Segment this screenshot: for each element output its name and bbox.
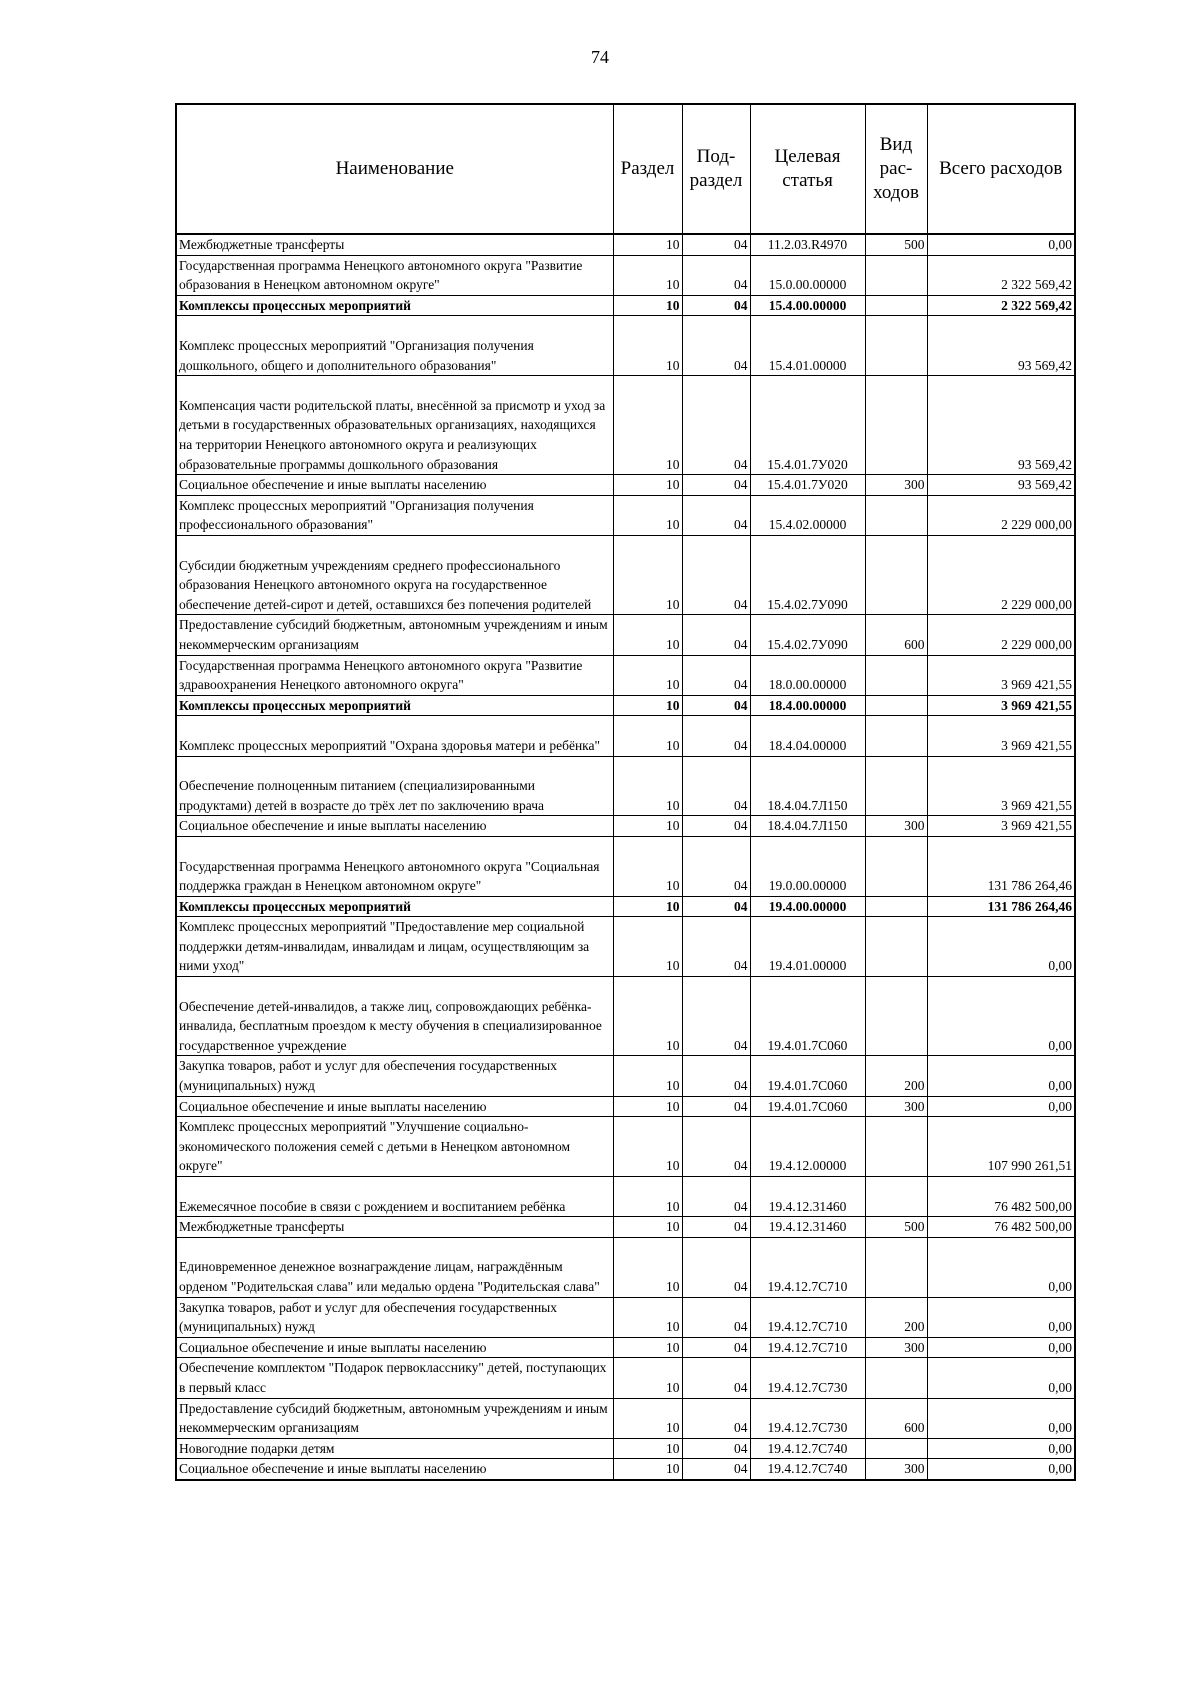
cell-total: 0,00 bbox=[927, 1438, 1075, 1459]
page-number: 74 bbox=[591, 47, 609, 67]
cell-name: Комплексы процессных мероприятий bbox=[176, 695, 613, 716]
cell-total: 3 969 421,55 bbox=[927, 655, 1075, 695]
cell-expense-type bbox=[865, 255, 927, 295]
cell-expense-type: 600 bbox=[865, 1398, 927, 1438]
cell-expense-type: 300 bbox=[865, 475, 927, 496]
table-row bbox=[176, 376, 1075, 475]
table-row bbox=[176, 475, 1075, 496]
cell-target-article: 15.4.01.7У020 bbox=[750, 475, 865, 496]
cell-expense-type bbox=[865, 495, 927, 535]
cell-target-article: 19.4.00.00000 bbox=[750, 896, 865, 917]
cell-total: 131 786 264,46 bbox=[927, 836, 1075, 896]
cell-subsection: 04 bbox=[682, 1056, 750, 1096]
table-row bbox=[176, 495, 1075, 535]
table-row bbox=[176, 716, 1075, 756]
cell-section: 10 bbox=[613, 1217, 682, 1238]
cell-total: 0,00 bbox=[927, 1398, 1075, 1438]
table-row bbox=[176, 695, 1075, 716]
table-row bbox=[176, 295, 1075, 316]
table-row bbox=[176, 1237, 1075, 1297]
table-row bbox=[176, 1056, 1075, 1096]
cell-total: 0,00 bbox=[927, 1237, 1075, 1297]
budget-table bbox=[175, 103, 1076, 1481]
cell-section: 10 bbox=[613, 1056, 682, 1096]
cell-total: 0,00 bbox=[927, 977, 1075, 1056]
cell-expense-type: 300 bbox=[865, 1337, 927, 1358]
cell-target-article: 19.4.01.7С060 bbox=[750, 1096, 865, 1117]
cell-total: 0,00 bbox=[927, 1056, 1075, 1096]
table-row bbox=[176, 535, 1075, 614]
cell-name: Закупка товаров, работ и услуг для обеспечения государственных (муниципальных) нужд bbox=[176, 1297, 613, 1337]
cell-section: 10 bbox=[613, 896, 682, 917]
cell-total: 93 569,42 bbox=[927, 475, 1075, 496]
cell-total: 0,00 bbox=[927, 234, 1075, 255]
cell-total: 93 569,42 bbox=[927, 316, 1075, 376]
table-row bbox=[176, 1358, 1075, 1398]
cell-section: 10 bbox=[613, 1237, 682, 1297]
table-row bbox=[176, 1438, 1075, 1459]
cell-section: 10 bbox=[613, 816, 682, 837]
cell-name: Комплекс процессных мероприятий "Предоставление мер социальной поддержки детям-инвалидам, инвалидам и лицам, осуществляющим за ними уход" bbox=[176, 917, 613, 977]
header-subsection: Под- раздел bbox=[682, 104, 750, 234]
cell-expense-type: 200 bbox=[865, 1056, 927, 1096]
cell-total: 2 229 000,00 bbox=[927, 535, 1075, 614]
cell-section: 10 bbox=[613, 1117, 682, 1177]
cell-target-article: 15.4.01.00000 bbox=[750, 316, 865, 376]
table-row bbox=[176, 255, 1075, 295]
cell-name: Комплекс процессных мероприятий "Улучшение социально-экономического положения семей с детьми в Ненецком автономном округе" bbox=[176, 1117, 613, 1177]
cell-expense-type bbox=[865, 295, 927, 316]
cell-subsection: 04 bbox=[682, 756, 750, 816]
cell-total: 3 969 421,55 bbox=[927, 695, 1075, 716]
cell-total: 107 990 261,51 bbox=[927, 1117, 1075, 1177]
cell-name: Предоставление субсидий бюджетным, автономным учреждениям и иным некоммерческим организациям bbox=[176, 615, 613, 655]
cell-subsection: 04 bbox=[682, 316, 750, 376]
table-row bbox=[176, 756, 1075, 816]
cell-subsection: 04 bbox=[682, 1398, 750, 1438]
table-header-row bbox=[176, 104, 1075, 234]
cell-section: 10 bbox=[613, 295, 682, 316]
cell-name: Социальное обеспечение и иные выплаты населению bbox=[176, 1096, 613, 1117]
cell-expense-type bbox=[865, 1117, 927, 1177]
cell-name: Государственная программа Ненецкого автономного округа "Социальная поддержка граждан в Ненецком автономном округе" bbox=[176, 836, 613, 896]
cell-section: 10 bbox=[613, 716, 682, 756]
cell-subsection: 04 bbox=[682, 655, 750, 695]
cell-section: 10 bbox=[613, 1177, 682, 1217]
cell-name: Комплексы процессных мероприятий bbox=[176, 295, 613, 316]
table-body bbox=[176, 234, 1075, 1480]
cell-expense-type bbox=[865, 756, 927, 816]
cell-name: Комплекс процессных мероприятий "Организация получения профессионального образования" bbox=[176, 495, 613, 535]
cell-subsection: 04 bbox=[682, 615, 750, 655]
table-row bbox=[176, 615, 1075, 655]
cell-total: 0,00 bbox=[927, 1358, 1075, 1398]
cell-subsection: 04 bbox=[682, 495, 750, 535]
cell-total: 76 482 500,00 bbox=[927, 1217, 1075, 1238]
cell-name: Межбюджетные трансферты bbox=[176, 1217, 613, 1238]
table-row bbox=[176, 816, 1075, 837]
cell-expense-type bbox=[865, 1358, 927, 1398]
cell-name: Обеспечение комплектом "Подарок первокласснику" детей, поступающих в первый класс bbox=[176, 1358, 613, 1398]
cell-target-article: 19.4.12.7С710 bbox=[750, 1297, 865, 1337]
cell-target-article: 18.4.04.7Л150 bbox=[750, 816, 865, 837]
cell-section: 10 bbox=[613, 376, 682, 475]
cell-section: 10 bbox=[613, 655, 682, 695]
cell-target-article: 15.4.02.7У090 bbox=[750, 615, 865, 655]
cell-expense-type bbox=[865, 1438, 927, 1459]
header-expense-type: Вид рас- ходов bbox=[865, 104, 927, 234]
cell-subsection: 04 bbox=[682, 1237, 750, 1297]
cell-name: Компенсация части родительской платы, внесённой за присмотр и уход за детьми в государственных образовательных организациях, находящихся на территории Ненецкого автономного округа и реализующих образовательные программы дошкольного образования bbox=[176, 376, 613, 475]
cell-name: Социальное обеспечение и иные выплаты населению bbox=[176, 1337, 613, 1358]
cell-target-article: 15.4.02.00000 bbox=[750, 495, 865, 535]
cell-name: Социальное обеспечение и иные выплаты населению bbox=[176, 816, 613, 837]
cell-total: 0,00 bbox=[927, 917, 1075, 977]
table-row bbox=[176, 1177, 1075, 1217]
cell-total: 3 969 421,55 bbox=[927, 816, 1075, 837]
cell-name: Социальное обеспечение и иные выплаты населению bbox=[176, 475, 613, 496]
cell-total: 3 969 421,55 bbox=[927, 716, 1075, 756]
cell-expense-type: 500 bbox=[865, 234, 927, 255]
cell-subsection: 04 bbox=[682, 1438, 750, 1459]
cell-section: 10 bbox=[613, 977, 682, 1056]
cell-section: 10 bbox=[613, 615, 682, 655]
header-target-article: Целевая статья bbox=[750, 104, 865, 234]
cell-total: 93 569,42 bbox=[927, 376, 1075, 475]
header-section: Раздел bbox=[613, 104, 682, 234]
cell-section: 10 bbox=[613, 255, 682, 295]
cell-name: Комплекс процессных мероприятий "Организация получения дошкольного, общего и дополнительного образования" bbox=[176, 316, 613, 376]
cell-subsection: 04 bbox=[682, 535, 750, 614]
table-row bbox=[176, 1459, 1075, 1480]
cell-target-article: 15.4.01.7У020 bbox=[750, 376, 865, 475]
cell-section: 10 bbox=[613, 695, 682, 716]
cell-name: Ежемесячное пособие в связи с рождением и воспитанием ребёнка bbox=[176, 1177, 613, 1217]
header-total: Всего расходов bbox=[927, 104, 1075, 234]
cell-section: 10 bbox=[613, 836, 682, 896]
cell-section: 10 bbox=[613, 475, 682, 496]
cell-subsection: 04 bbox=[682, 1358, 750, 1398]
cell-expense-type bbox=[865, 716, 927, 756]
cell-subsection: 04 bbox=[682, 816, 750, 837]
cell-target-article: 19.4.12.7С740 bbox=[750, 1459, 865, 1480]
cell-total: 131 786 264,46 bbox=[927, 896, 1075, 917]
cell-total: 2 322 569,42 bbox=[927, 295, 1075, 316]
cell-section: 10 bbox=[613, 1297, 682, 1337]
cell-section: 10 bbox=[613, 495, 682, 535]
header-name: Наименование bbox=[176, 104, 613, 234]
cell-expense-type bbox=[865, 977, 927, 1056]
cell-subsection: 04 bbox=[682, 475, 750, 496]
cell-subsection: 04 bbox=[682, 836, 750, 896]
cell-target-article: 19.4.01.7С060 bbox=[750, 977, 865, 1056]
cell-name: Комплексы процессных мероприятий bbox=[176, 896, 613, 917]
cell-subsection: 04 bbox=[682, 716, 750, 756]
table-row bbox=[176, 1398, 1075, 1438]
table-row bbox=[176, 234, 1075, 255]
cell-subsection: 04 bbox=[682, 1217, 750, 1238]
cell-subsection: 04 bbox=[682, 1177, 750, 1217]
cell-expense-type bbox=[865, 535, 927, 614]
table-row bbox=[176, 316, 1075, 376]
cell-subsection: 04 bbox=[682, 295, 750, 316]
table-row bbox=[176, 896, 1075, 917]
cell-subsection: 04 bbox=[682, 234, 750, 255]
cell-name: Единовременное денежное вознаграждение лицам, награждённым орденом "Родительская слава" или медалью ордена "Родительская слава" bbox=[176, 1237, 613, 1297]
cell-expense-type bbox=[865, 896, 927, 917]
cell-target-article: 19.4.01.7С060 bbox=[750, 1056, 865, 1096]
cell-name: Обеспечение детей-инвалидов, а также лиц, сопровождающих ребёнка-инвалида, бесплатным проездом к месту обучения в специализированное государственное учреждение bbox=[176, 977, 613, 1056]
cell-total: 2 229 000,00 bbox=[927, 495, 1075, 535]
cell-expense-type: 300 bbox=[865, 816, 927, 837]
cell-section: 10 bbox=[613, 316, 682, 376]
table-row bbox=[176, 1297, 1075, 1337]
cell-target-article: 15.4.02.7У090 bbox=[750, 535, 865, 614]
cell-name: Социальное обеспечение и иные выплаты населению bbox=[176, 1459, 613, 1480]
cell-expense-type bbox=[865, 836, 927, 896]
cell-subsection: 04 bbox=[682, 1117, 750, 1177]
cell-target-article: 19.4.12.7С710 bbox=[750, 1237, 865, 1297]
cell-subsection: 04 bbox=[682, 896, 750, 917]
cell-section: 10 bbox=[613, 1438, 682, 1459]
table-row bbox=[176, 917, 1075, 977]
cell-subsection: 04 bbox=[682, 917, 750, 977]
table-row bbox=[176, 1117, 1075, 1177]
cell-section: 10 bbox=[613, 234, 682, 255]
cell-target-article: 19.4.12.7С710 bbox=[750, 1337, 865, 1358]
cell-subsection: 04 bbox=[682, 1337, 750, 1358]
cell-target-article: 19.4.12.31460 bbox=[750, 1217, 865, 1238]
cell-name: Новогодние подарки детям bbox=[176, 1438, 613, 1459]
cell-section: 10 bbox=[613, 1096, 682, 1117]
cell-subsection: 04 bbox=[682, 255, 750, 295]
cell-expense-type: 500 bbox=[865, 1217, 927, 1238]
cell-target-article: 15.0.00.00000 bbox=[750, 255, 865, 295]
cell-expense-type bbox=[865, 917, 927, 977]
cell-section: 10 bbox=[613, 535, 682, 614]
cell-subsection: 04 bbox=[682, 1459, 750, 1480]
cell-target-article: 19.4.12.00000 bbox=[750, 1117, 865, 1177]
cell-target-article: 19.4.12.7С730 bbox=[750, 1398, 865, 1438]
cell-target-article: 18.4.04.00000 bbox=[750, 716, 865, 756]
cell-target-article: 19.4.01.00000 bbox=[750, 917, 865, 977]
cell-target-article: 19.4.12.31460 bbox=[750, 1177, 865, 1217]
cell-target-article: 18.4.00.00000 bbox=[750, 695, 865, 716]
cell-section: 10 bbox=[613, 1459, 682, 1480]
cell-section: 10 bbox=[613, 1358, 682, 1398]
table-row bbox=[176, 1096, 1075, 1117]
cell-target-article: 19.4.12.7С730 bbox=[750, 1358, 865, 1398]
cell-expense-type bbox=[865, 316, 927, 376]
cell-section: 10 bbox=[613, 917, 682, 977]
cell-target-article: 18.0.00.00000 bbox=[750, 655, 865, 695]
table-row bbox=[176, 836, 1075, 896]
cell-name: Закупка товаров, работ и услуг для обеспечения государственных (муниципальных) нужд bbox=[176, 1056, 613, 1096]
cell-expense-type: 300 bbox=[865, 1096, 927, 1117]
cell-name: Обеспечение полноценным питанием (специализированными продуктами) детей в возрасте до трёх лет по заключению врача bbox=[176, 756, 613, 816]
cell-total: 0,00 bbox=[927, 1459, 1075, 1480]
cell-name: Межбюджетные трансферты bbox=[176, 234, 613, 255]
cell-expense-type: 200 bbox=[865, 1297, 927, 1337]
cell-expense-type: 600 bbox=[865, 615, 927, 655]
cell-expense-type: 300 bbox=[865, 1459, 927, 1480]
cell-subsection: 04 bbox=[682, 977, 750, 1056]
table-row bbox=[176, 1337, 1075, 1358]
table-row bbox=[176, 1217, 1075, 1238]
table-row bbox=[176, 655, 1075, 695]
cell-target-article: 15.4.00.00000 bbox=[750, 295, 865, 316]
cell-total: 0,00 bbox=[927, 1096, 1075, 1117]
cell-target-article: 11.2.03.R4970 bbox=[750, 234, 865, 255]
cell-expense-type bbox=[865, 695, 927, 716]
cell-expense-type bbox=[865, 1177, 927, 1217]
cell-name: Государственная программа Ненецкого автономного округа "Развитие образования в Ненецком автономном округе" bbox=[176, 255, 613, 295]
cell-section: 10 bbox=[613, 1337, 682, 1358]
cell-target-article: 19.0.00.00000 bbox=[750, 836, 865, 896]
cell-name: Комплекс процессных мероприятий "Охрана здоровья матери и ребёнка" bbox=[176, 716, 613, 756]
cell-total: 76 482 500,00 bbox=[927, 1177, 1075, 1217]
cell-section: 10 bbox=[613, 756, 682, 816]
cell-target-article: 19.4.12.7С740 bbox=[750, 1438, 865, 1459]
cell-subsection: 04 bbox=[682, 1096, 750, 1117]
cell-name: Субсидии бюджетным учреждениям среднего профессионального образования Ненецкого автономного округа на государственное обеспечение детей-сирот и детей, оставшихся без попечения родителей bbox=[176, 535, 613, 614]
cell-section: 10 bbox=[613, 1398, 682, 1438]
cell-name: Предоставление субсидий бюджетным, автономным учреждениям и иным некоммерческим организациям bbox=[176, 1398, 613, 1438]
cell-total: 0,00 bbox=[927, 1297, 1075, 1337]
cell-total: 2 229 000,00 bbox=[927, 615, 1075, 655]
cell-subsection: 04 bbox=[682, 695, 750, 716]
cell-total: 2 322 569,42 bbox=[927, 255, 1075, 295]
cell-expense-type bbox=[865, 1237, 927, 1297]
table-row bbox=[176, 977, 1075, 1056]
cell-subsection: 04 bbox=[682, 1297, 750, 1337]
cell-target-article: 18.4.04.7Л150 bbox=[750, 756, 865, 816]
cell-expense-type bbox=[865, 655, 927, 695]
cell-total: 0,00 bbox=[927, 1337, 1075, 1358]
cell-subsection: 04 bbox=[682, 376, 750, 475]
cell-total: 3 969 421,55 bbox=[927, 756, 1075, 816]
cell-name: Государственная программа Ненецкого автономного округа "Развитие здравоохранения Ненецкого автономного округа" bbox=[176, 655, 613, 695]
cell-expense-type bbox=[865, 376, 927, 475]
